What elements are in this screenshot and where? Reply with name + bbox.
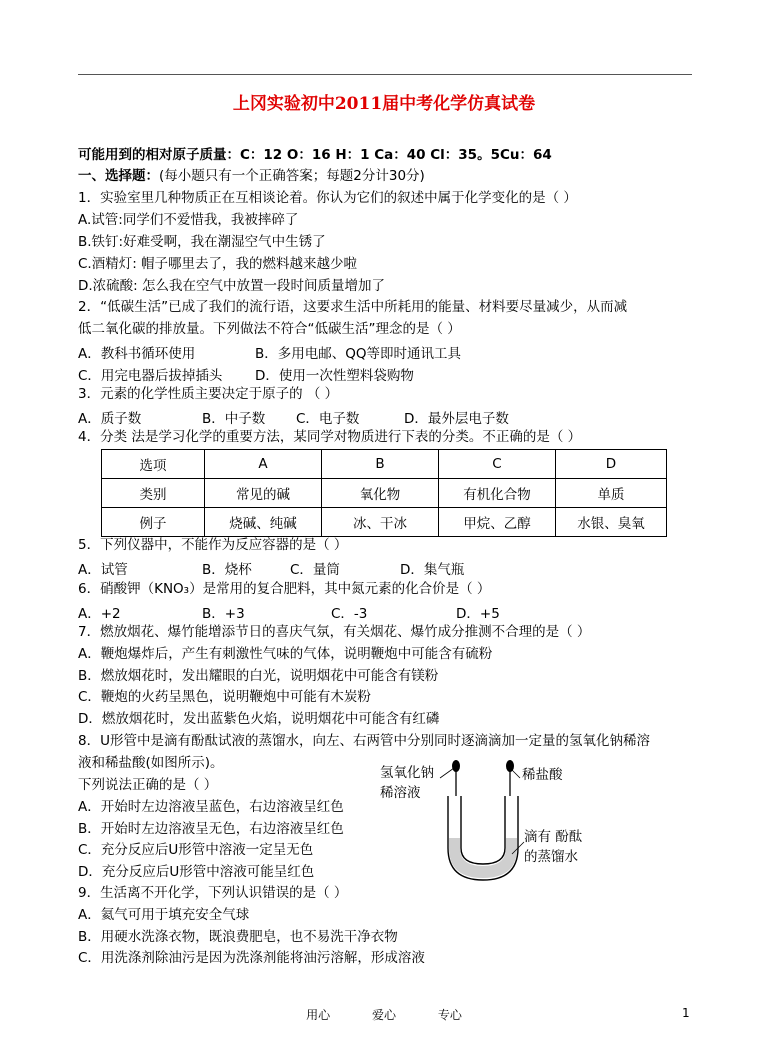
table-cell: A: [205, 450, 322, 479]
q5-option-a: A．试管: [78, 562, 128, 578]
table-cell: C: [439, 450, 556, 479]
table-cell: D: [556, 450, 667, 479]
page-title: 上冈实验初中2011届中考化学仿真试卷: [232, 94, 536, 114]
section1-desc: (每小题只有一个正确答案；每题2分计30分): [159, 168, 425, 184]
table-cell: 类别: [102, 479, 205, 508]
q3-stem: 3．元素的化学性质主要决定于原子的 （ ）: [78, 386, 339, 402]
q6-option-b: B．+3: [202, 606, 245, 622]
q7-option-a: A．鞭炮爆炸后，产生有刺激性气味的气体，说明鞭炮中可能含有硫粉: [78, 646, 493, 662]
q2-option-c: C．用完电器后拔掉插头: [78, 368, 223, 384]
q2-stem-line1: 2．“低碳生活”已成了我们的流行语，这要求生活中所耗用的能量、材料要尽量减少，从而减: [78, 299, 628, 315]
page-footer: [0, 1006, 768, 1023]
q6-option-c: C．-3: [331, 606, 368, 622]
naoh-label-line1: 氢氧化钠: [380, 765, 434, 781]
table-cell: 氧化物: [322, 479, 439, 508]
q7-stem: 7．燃放烟花、爆竹能增添节日的喜庆气氛，有关烟花、爆竹成分推测不合理的是（ ）: [78, 624, 591, 640]
table-cell: 单质: [556, 479, 667, 508]
section1-heading: [78, 167, 425, 185]
q8-option-d: D．充分反应后U形管中溶液可能呈红色: [78, 864, 315, 880]
q5-option-d: D．集气瓶: [400, 562, 465, 578]
q1-stem: 1．实验室里几种物质正在互相谈论着。你认为它们的叙述中属于化学变化的是（ ）: [78, 190, 577, 206]
q6-stem: 6．硝酸钾（KNO₃）是常用的复合肥料，其中氮元素的化合价是（ ）: [78, 581, 491, 597]
q5-option-c: C．量筒: [290, 562, 340, 578]
table-cell: 甲烷、乙醇: [439, 508, 556, 537]
q9-stem: 9．生活离不开化学，下列认识错误的是（ ）: [78, 885, 348, 901]
q2-stem-line2: 低二氧化碳的排放量。下列做法不符合“低碳生活”理念的是（ ）: [78, 321, 461, 337]
q8-option-b: B．开始时左边溶液呈无色，右边溶液呈红色: [78, 821, 344, 837]
q6-option-d: D．+5: [456, 606, 500, 622]
q9-option-c: C．用洗涤剂除油污是因为洗涤剂能将油污溶解，形成溶液: [78, 950, 425, 966]
q3-option-c: C．电子数: [296, 411, 360, 427]
q4-stem: 4．分类 法是学习化学的重要方法，某同学对物质进行下表的分类。不正确的是（ ）: [78, 429, 582, 445]
q1-option-d: D.浓硫酸: 怎么我在空气中放置一段时间质量增加了: [78, 278, 386, 294]
q1-option-b: B.铁钉:好难受啊，我在潮湿空气中生锈了: [78, 234, 326, 250]
q3-option-b: B．中子数: [202, 411, 266, 427]
table-cell: 常见的碱: [205, 479, 322, 508]
table-cell: 选项: [102, 450, 205, 479]
hcl-label: 稀盐酸: [522, 767, 563, 783]
atomic-mass-values: C：12 O：16 H：1 Ca：40 Cl：35。5Cu：64: [240, 147, 552, 163]
q2-option-a: A．教科书循环使用: [78, 346, 196, 362]
footer-text: 专心: [437, 1008, 462, 1022]
q7-option-d: D．燃放烟花时，发出蓝紫色火焰，说明烟花中可能含有红磷: [78, 711, 440, 727]
table-row: [102, 450, 667, 479]
naoh-label-line2: 稀溶液: [380, 785, 421, 801]
table-cell: 水银、臭氧: [556, 508, 667, 537]
u-tube-figure: [372, 758, 622, 888]
q8-stem-line2: 液和稀盐酸(如图所示)。: [78, 755, 224, 771]
page-number: 1: [682, 1006, 690, 1020]
q2-option-b: B．多用电邮、QQ等即时通讯工具: [255, 346, 462, 362]
q7-option-b: B．燃放烟花时，发出耀眼的白光，说明烟花中可能含有镁粉: [78, 668, 439, 684]
q8-option-c: C．充分反应后U形管中溶液一定呈无色: [78, 842, 314, 858]
water-label-line1: 滴有 酚酞: [524, 829, 583, 845]
q2-option-d: D．使用一次性塑料袋购物: [255, 368, 414, 384]
q8-option-a: A．开始时左边溶液呈蓝色，右边溶液呈红色: [78, 799, 344, 815]
q5-option-b: B．烧杯: [202, 562, 252, 578]
header-rule: [78, 74, 692, 75]
q1-option-a: A.试管:同学们不爱惜我，我被摔碎了: [78, 212, 299, 228]
table-cell: 冰、干冰: [322, 508, 439, 537]
classification-table: [101, 449, 667, 537]
footer-text: 用心: [306, 1008, 331, 1022]
q9-option-a: A．氦气可用于填充安全气球: [78, 907, 250, 923]
section1-head: 一、选择题：: [78, 168, 159, 184]
q3-option-d: D．最外层电子数: [404, 411, 509, 427]
q6-option-a: A．+2: [78, 606, 121, 622]
table-row: [102, 479, 667, 508]
table-row: [102, 508, 667, 537]
q9-option-b: B．用硬水洗涤衣物，既浪费肥皂，也不易洗干净衣物: [78, 929, 398, 945]
q7-option-c: C．鞭炮的火药呈黑色，说明鞭炮中可能有木炭粉: [78, 689, 371, 705]
table-cell: 例子: [102, 508, 205, 537]
q8-stem-line1: 8．U形管中是滴有酚酞试液的蒸馏水，向左、右两管中分别同时逐滴滴加一定量的氢氧化钠稀溶: [78, 733, 650, 749]
q3-option-a: A．质子数: [78, 411, 142, 427]
q1-option-c: C.酒精灯: 帽子哪里去了，我的燃料越来越少啦: [78, 256, 358, 272]
footer-text: 爱心: [371, 1008, 396, 1022]
table-cell: 有机化合物: [439, 479, 556, 508]
table-cell: B: [322, 450, 439, 479]
atomic-mass-line: [78, 146, 552, 164]
table-cell: 烧碱、纯碱: [205, 508, 322, 537]
atomic-mass-label: 可能用到的相对原子质量：: [78, 147, 240, 163]
water-label-line2: 的蒸馏水: [524, 849, 578, 865]
q8-stem-line3: 下列说法正确的是（ ）: [78, 777, 218, 793]
q5-stem: 5．下列仪器中，不能作为反应容器的是（ ）: [78, 537, 348, 553]
